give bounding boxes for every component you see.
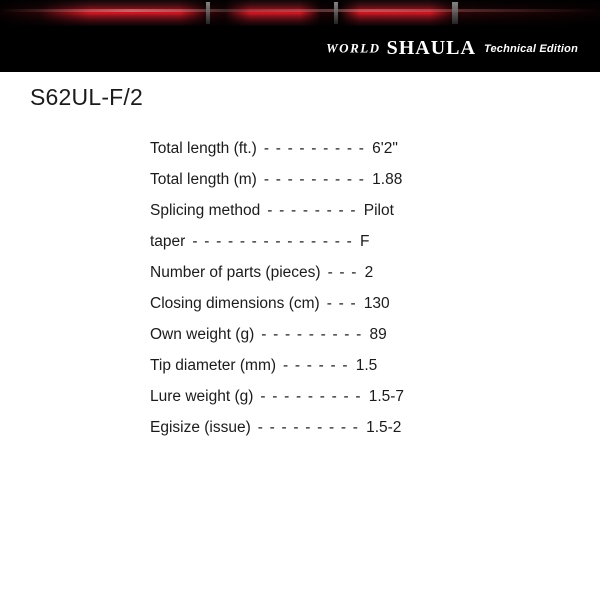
- spec-value: Pilot: [363, 202, 394, 219]
- spec-row: [150, 233, 550, 264]
- spec-label: Number of parts (pieces): [150, 264, 321, 281]
- brand-world-text: WORLD: [326, 40, 381, 56]
- spec-row: [150, 388, 550, 419]
- spec-label: Tip diameter (mm): [150, 357, 277, 374]
- spec-row: [150, 326, 550, 357]
- spec-leader-dots: - - - - - - - - -: [263, 140, 366, 157]
- rod-guide-icon: [206, 2, 210, 24]
- spec-leader-dots: - - -: [327, 264, 358, 281]
- spec-label: Splicing method: [150, 202, 261, 219]
- specification-list: [150, 140, 550, 450]
- rod-highlight: [0, 9, 600, 12]
- spec-value: 1.5-2: [366, 419, 402, 436]
- page-title: S62UL-F/2: [30, 84, 144, 110]
- spec-value: 130: [363, 295, 390, 312]
- spec-value: 2: [364, 264, 374, 281]
- spec-row: [150, 295, 550, 326]
- spec-value: 1.5: [355, 357, 378, 374]
- spec-value: 6'2": [372, 140, 398, 157]
- spec-label: taper: [150, 233, 186, 250]
- spec-row: [150, 171, 550, 202]
- spec-label: Total length (ft.): [150, 140, 257, 157]
- spec-row: [150, 202, 550, 233]
- spec-leader-dots: - - -: [326, 295, 357, 312]
- spec-row: [150, 419, 550, 450]
- spec-leader-dots: - - - - - - - - - - - - - -: [192, 233, 353, 250]
- spec-leader-dots: - - - - - - - - -: [263, 171, 366, 188]
- rod-guide-icon: [452, 2, 458, 24]
- spec-label: Egisize (issue): [150, 419, 251, 436]
- spec-value: 89: [369, 326, 387, 343]
- rod-guide-icon: [334, 2, 338, 24]
- spec-leader-dots: - - - - - - - - -: [260, 388, 362, 405]
- brand-shaula-text: SHAULA: [386, 37, 476, 59]
- fishing-rod-image: [0, 0, 600, 26]
- spec-row: [150, 357, 550, 388]
- spec-leader-dots: - - - - - - - - -: [261, 326, 363, 343]
- spec-label: Lure weight (g): [150, 388, 254, 405]
- spec-row: [150, 264, 550, 295]
- spec-label: Total length (m): [150, 171, 257, 188]
- brand-edition-text: Technical Edition: [483, 42, 578, 55]
- spec-leader-dots: - - - - - - - -: [267, 202, 357, 219]
- spec-value: 1.88: [372, 171, 403, 188]
- spec-leader-dots: - - - - - - - - -: [257, 419, 360, 436]
- spec-value: 1.5-7: [368, 388, 405, 405]
- spec-leader-dots: - - - - - -: [283, 357, 349, 374]
- brand-logo: [326, 37, 578, 60]
- spec-row: [150, 140, 550, 171]
- product-banner: [0, 0, 600, 72]
- spec-value: F: [360, 233, 370, 250]
- spec-label: Closing dimensions (cm): [150, 295, 320, 312]
- spec-label: Own weight (g): [150, 326, 255, 343]
